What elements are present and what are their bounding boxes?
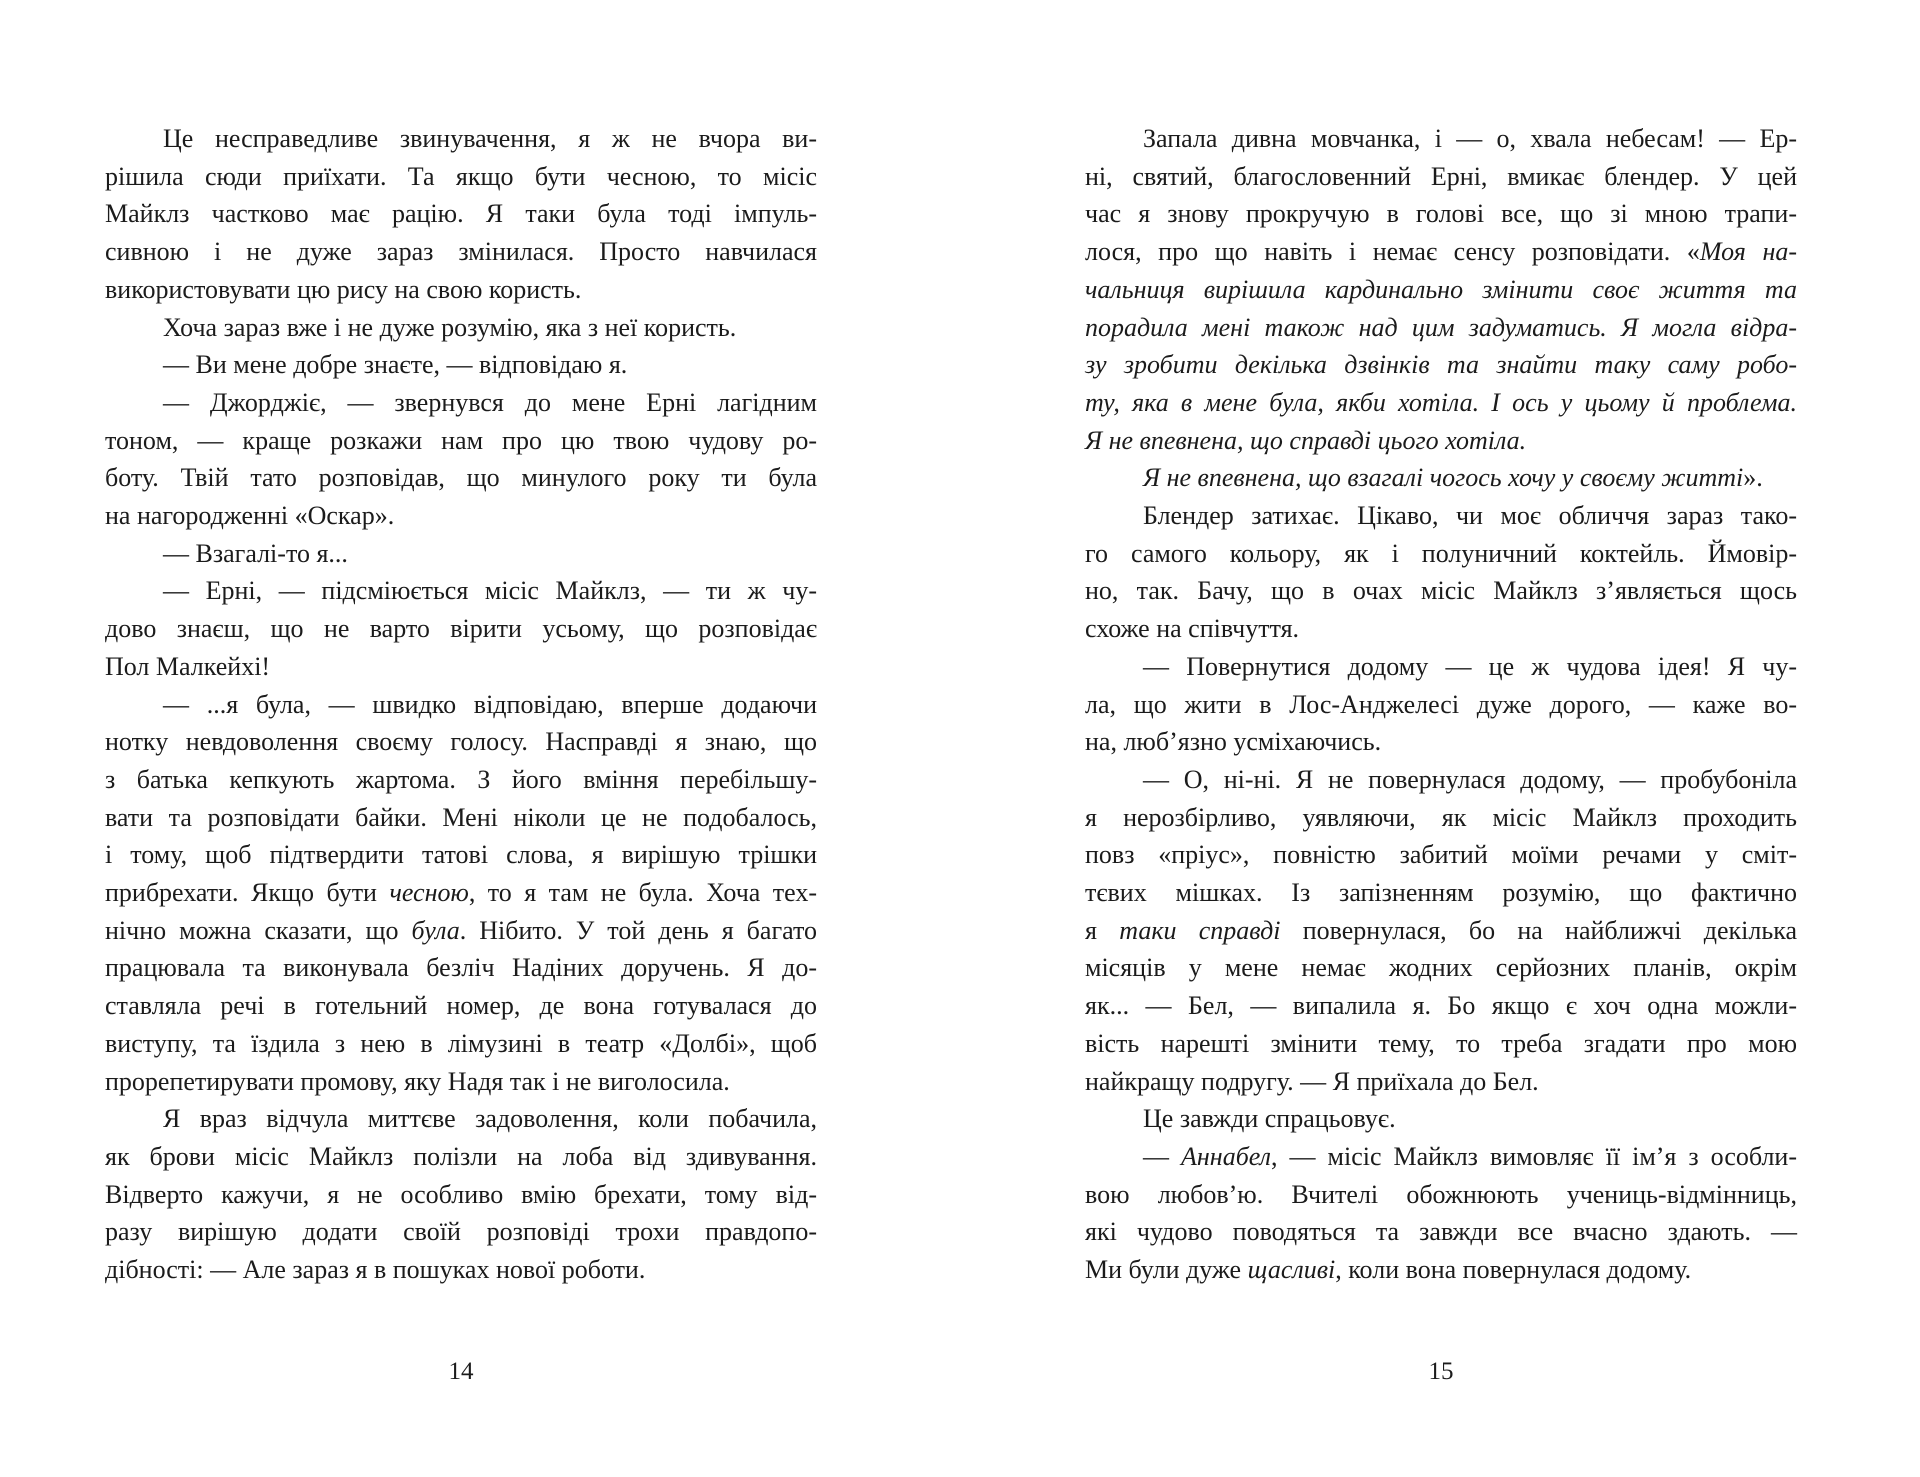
text-line: — Взагалі-то я... xyxy=(163,538,348,568)
text-line: сивною і не дуже зараз змінилася. Просто навчилася xyxy=(105,237,817,267)
text-line: — О, ні-ні. Я не повернулася додому, — пробубоніла xyxy=(1143,764,1797,794)
text-line: Це завжди спрацьовує. xyxy=(1143,1104,1396,1134)
text-line: я таки справді повернулася, бо на найближчі декілька xyxy=(1085,915,1798,945)
page-number-left: 14 xyxy=(448,1358,474,1385)
text-line: працювала та виконувала безліч Надіних доручень. Я до- xyxy=(105,953,817,983)
text-line: повз «пріус», повністю забитий моїми речами у сміт- xyxy=(1085,840,1797,870)
text-line: прибрехати. Якщо бути чесною, то я там не була. Хоча тех- xyxy=(105,878,817,908)
text-line: Я не впевнена, що взагалі чогось хочу у своєму житті». xyxy=(1143,463,1763,493)
text-line: разу вирішую додати своїй розповіді трохи правдопо- xyxy=(105,1217,817,1247)
text-line: ні, святий, благословенний Ерні, вмикає блендер. У цей xyxy=(1085,161,1797,191)
text-line: дово знаєш, що не варто вірити усьому, що розповідає xyxy=(105,614,817,644)
text-line: Блендер затихає. Цікаво, чи моє обличчя зараз тако- xyxy=(1143,501,1797,531)
text-line: місяців у мене немає жодних серйозних планів, окрім xyxy=(1085,953,1797,983)
text-line: тоном, — краще розкажи нам про цю твою чудову ро- xyxy=(105,425,817,455)
text-line: зу зробити декілька дзвінків та знайти таку саму робо- xyxy=(1085,350,1797,380)
text-line: ту, яка в мене була, якби хотіла. І ось у цьому й проблема. xyxy=(1085,387,1797,417)
text-line: вати та розповідати байки. Мені ніколи це не подобалось, xyxy=(105,802,817,832)
text-line: прорепетирувати промову, яку Надя так і не виголосила. xyxy=(105,1066,730,1096)
text-line: як... — Бел, — випалила я. Бо якщо є хоч одна можли- xyxy=(1085,991,1797,1021)
text-line: і тому, щоб підтвердити татові слова, я вирішую трішки xyxy=(105,840,817,870)
text-line: — Ви мене добре знаєте, — відповідаю я. xyxy=(163,350,628,380)
text-line: як брови місіс Майклз полізли на лоба від здивування. xyxy=(105,1141,817,1171)
text-line: найкращу подругу. — Я приїхала до Бел. xyxy=(1085,1066,1539,1096)
text-line: порадила мені також над цим задуматись. Я могла відра- xyxy=(1085,312,1797,342)
page-number-right: 15 xyxy=(1428,1358,1454,1385)
text-line: нічно можна сказати, що була. Нібито. У той день я багато xyxy=(105,915,818,945)
text-line: го самого кольору, як і полуничний коктейль. Ймовір- xyxy=(1085,538,1797,568)
text-line: — Джорджіє, — звернувся до мене Ерні лагідним xyxy=(163,387,817,417)
text-line: — ...я була, — швидко відповідаю, вперше додаючи xyxy=(163,689,817,719)
text-line: ставляла речі в готельний номер, де вона готувалася до xyxy=(105,991,817,1021)
text-line: Я не впевнена, що справді цього хотіла. xyxy=(1085,425,1527,455)
text-line: які чудово поводяться та завжди все вчасно здають. — xyxy=(1085,1217,1797,1247)
text-line: Ми були дуже щасливі, коли вона повернулася додому. xyxy=(1085,1255,1692,1285)
text-line: рішила сюди приїхати. Та якщо бути чесною, то місіс xyxy=(105,161,817,191)
text-line: я нерозбірливо, уявляючи, як місіс Майклз проходить xyxy=(1085,802,1797,832)
text-line: Запала дивна мовчанка, і — о, хвала небесам! — Ер- xyxy=(1143,124,1797,153)
text-line: використовувати цю рису на свою користь. xyxy=(105,274,582,304)
text-line: Я враз відчула миттєве задоволення, коли побачила, xyxy=(163,1104,817,1134)
text-line: ла, що жити в Лос-Анджелесі дуже дорого, — каже во- xyxy=(1085,689,1797,719)
text-line: боту. Твій тато розповідав, що минулого року ти була xyxy=(105,463,817,493)
book-page-right-text xyxy=(1085,120,1797,1289)
text-line: Хоча зараз вже і не дуже розумію, яка з неї користь. xyxy=(163,312,737,342)
text-line: но, так. Бачу, що в очах місіс Майклз з’являється щось xyxy=(1085,576,1797,606)
text-line: дібності: — Але зараз я в пошуках нової роботи. xyxy=(105,1255,646,1285)
text-line: — Повернутися додому — це ж чудова ідея! Я чу- xyxy=(1143,651,1797,681)
text-line: тєвих мішках. Із запізненням розумію, що фактично xyxy=(1085,878,1797,908)
text-line: вою любов’ю. Вчителі обожнюють учениць-відмінниць, xyxy=(1085,1179,1797,1209)
text-line: час я знову прокручую в голові все, що зі мною трапи- xyxy=(1085,199,1797,229)
text-line: — Аннабел, — місіс Майклз вимовляє її ім’я з особли- xyxy=(1143,1141,1797,1171)
text-line: — Ерні, — підсміюється місіс Майклз, — ти ж чу- xyxy=(163,576,817,606)
text-line: на нагородженні «Оскар». xyxy=(105,501,395,531)
text-line: чальниця вирішила кардинально змінити своє життя та xyxy=(1085,274,1797,304)
text-line: Пол Малкейхі! xyxy=(105,651,271,681)
text-line: вість нарешті змінити тему, то треба згадати про мою xyxy=(1085,1028,1797,1058)
text-line: схоже на співчуття. xyxy=(1085,614,1300,644)
text-line: з батька кепкують жартома. З його вміння перебільшу- xyxy=(105,764,817,794)
text-line: на, люб’язно усміхаючись. xyxy=(1085,727,1382,757)
text-line: Це несправедливе звинувачення, я ж не вчора ви- xyxy=(163,124,817,153)
text-line: лося, про що навіть і немає сенсу розповідати. «Моя на- xyxy=(1085,237,1797,267)
book-page-left-text xyxy=(105,120,817,1289)
text-line: Відверто кажучи, я не особливо вмію брехати, тому від- xyxy=(105,1179,817,1209)
text-line: виступу, та їздила з нею в лімузині в театр «Долбі», щоб xyxy=(105,1028,817,1058)
text-line: нотку невдоволення своєму голосу. Насправді я знаю, що xyxy=(105,727,817,757)
text-line: Майклз частково має рацію. Я таки була тоді імпуль- xyxy=(105,199,817,229)
